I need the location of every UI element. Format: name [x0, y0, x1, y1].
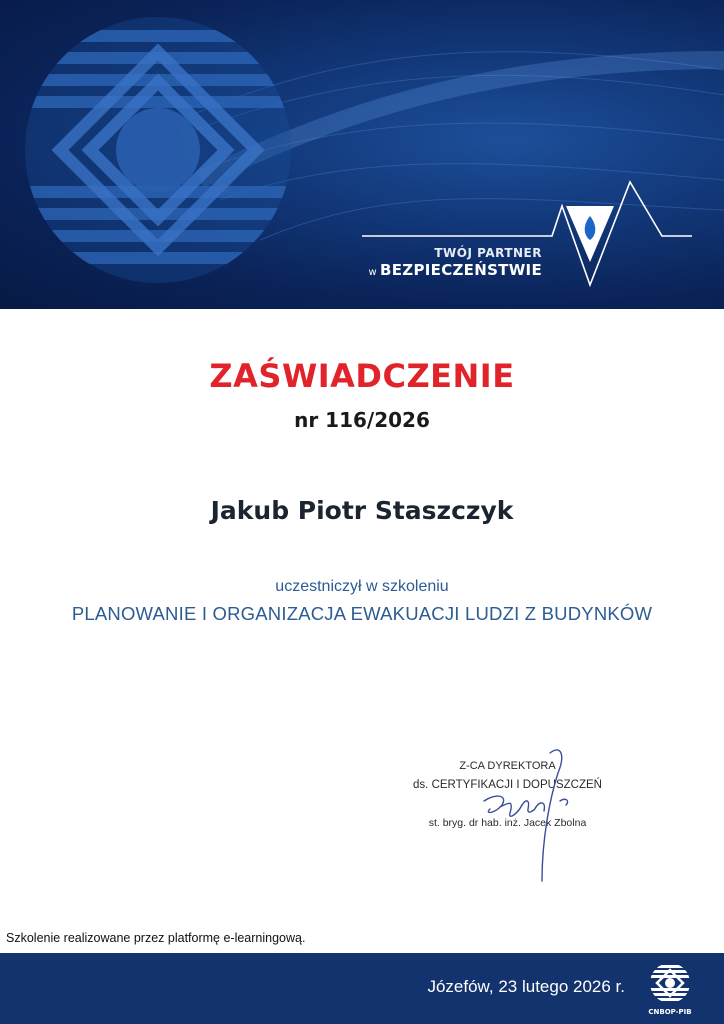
signatory-name: st. bryg. dr hab. inż. Jacek Zbolna: [428, 817, 587, 829]
cnbop-logo: [645, 959, 695, 1017]
certificate-number: nr 116/2026: [294, 408, 430, 432]
tagline-line2: [369, 261, 542, 279]
place-and-date: Józefów, 23 lutego 2026 r.: [427, 977, 625, 996]
header-banner: [0, 0, 724, 309]
footnote: Szkolenie realizowane przez platformę e-learningową.: [6, 931, 306, 945]
tagline-bezpieczenstwie: BEZPIECZEŃSTWIE: [380, 261, 542, 279]
participant-name: Jakub Piotr Staszczyk: [210, 496, 514, 525]
signature-title: Z-CA DYREKTORA: [459, 760, 556, 772]
footer-bar: [0, 953, 724, 1024]
certificate-title: ZAŚWIADCZENIE: [209, 357, 515, 395]
banner-graphic: [0, 0, 724, 309]
signature-block: [400, 743, 615, 888]
tagline-w: w: [368, 267, 378, 278]
tagline-line1: TWÓJ PARTNER: [434, 246, 542, 260]
cnbop-logo-icon: [645, 959, 695, 1007]
course-name: PLANOWANIE I ORGANIZACJA EWAKUACJI LUDZI Z BUDYNKÓW: [71, 603, 653, 624]
participation-text: uczestniczył w szkoleniu: [275, 578, 449, 595]
logo-caption: CNBOP-PIB: [648, 1008, 692, 1016]
handwritten-signature: [400, 743, 615, 888]
signature-department: ds. CERTYFIKACJI I DOPUSZCZEŃ: [413, 779, 602, 791]
emblem-icon: [0, 0, 320, 309]
